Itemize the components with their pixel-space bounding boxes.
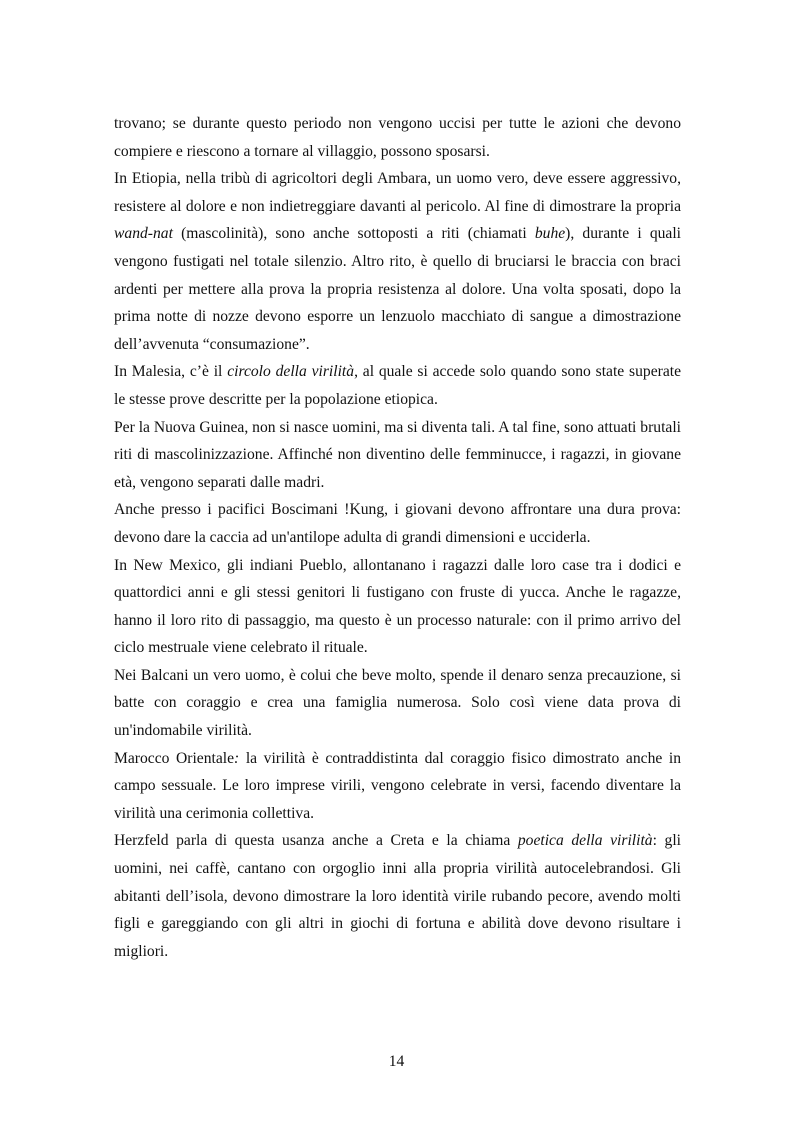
text-run: In New Mexico, gli indiani Pueblo, allontanano i ragazzi dalle loro case tra i dodici e quattordici anni e gli stessi genitori li fustigano con fruste di yucca. Anche le ragazze, hanno il loro rito di passaggio, ma questo è un processo naturale: con il primo arrivo del ciclo mestruale viene celebrato il rituale. [114,556,681,657]
paragraph [114,165,681,358]
paragraph [114,552,681,662]
page-number: 14 [388,1053,405,1070]
italic-text: wand-nat [114,225,173,243]
paragraph [114,827,681,965]
text-run: Herzfeld parla di questa usanza anche a Creta e la chiama [114,832,518,850]
paragraph [114,358,681,413]
text-run: (mascolinità), sono anche sottoposti a riti (chiamati [172,225,535,243]
text-run: Marocco Orientale [114,749,235,767]
italic-text: : [234,749,240,767]
text-run: la virilità è contraddistinta dal coraggio fisico dimostrato anche in campo sessuale. Le loro imprese virili, vengono celebrate in versi, facendo diventare la virilità una cerimonia collettiva. [114,749,682,822]
italic-text: poetica della virilità [517,832,653,850]
text-run: Nei Balcani un vero uomo, è colui che beve molto, spende il denaro senza precauzione, si batte con coraggio e crea una famiglia numerosa. Solo così viene data prova di un'indomabile virilità. [114,666,681,740]
text-run: trovano; se durante questo periodo non vengono uccisi per tutte le azioni che devono compiere e riescono a tornare al villaggio, possono sposarsi. [114,115,681,160]
text-run: In Etiopia, nella tribù di agricoltori degli Ambara, un uomo vero, deve essere aggressivo, resistere al dolore e non indietreggiare davanti al pericolo. Al fine di dimostrare la propria [114,170,681,215]
body-text [114,110,681,965]
text-run: In Malesia, c’è il [114,363,228,381]
paragraph [114,745,681,828]
italic-text: circolo della virilità [227,363,355,381]
italic-text: buhe [534,225,566,243]
text-run: ), durante i quali vengono fustigati nel totale silenzio. Altro rito, è quello di bruciarsi le braccia con braci ardenti per mettere alla prova la propria resistenza al dolore. Una volta sposati, dopo la prima notte di nozze devono esporre un lenzuolo macchiato di sangue a dimostrazione dell’avvenuta “consumazione”. [114,225,681,353]
text-run: , al quale si accede solo quando sono state superate le stesse prove descritte per la popolazione etiopica. [114,363,681,408]
paragraph [114,110,681,165]
paragraph [114,414,681,497]
paragraph [114,662,681,745]
text-run: : gli uomini, nei caffè, cantano con orgoglio inni alla propria virilità autocelebrandosi. Gli abitanti dell’isola, devono dimostrare la loro identità virile rubando pecore, avendo molti figli e gareggiando con gli altri in giochi di fortuna e abilità dove devono risultare i migliori. [114,832,681,960]
text-run: Anche presso i pacifici Boscimani !Kung, i giovani devono affrontare una dura prova: devono dare la caccia ad un'antilope adulta di grandi dimensioni e ucciderla. [114,501,681,546]
text-run: Per la Nuova Guinea, non si nasce uomini, ma si diventa tali. A tal fine, sono attuati brutali riti di mascolinizzazione. Affinché non diventino delle femminucce, i ragazzi, in giovane età, vengono separati dalle madri. [114,418,681,491]
paragraph [114,496,681,551]
